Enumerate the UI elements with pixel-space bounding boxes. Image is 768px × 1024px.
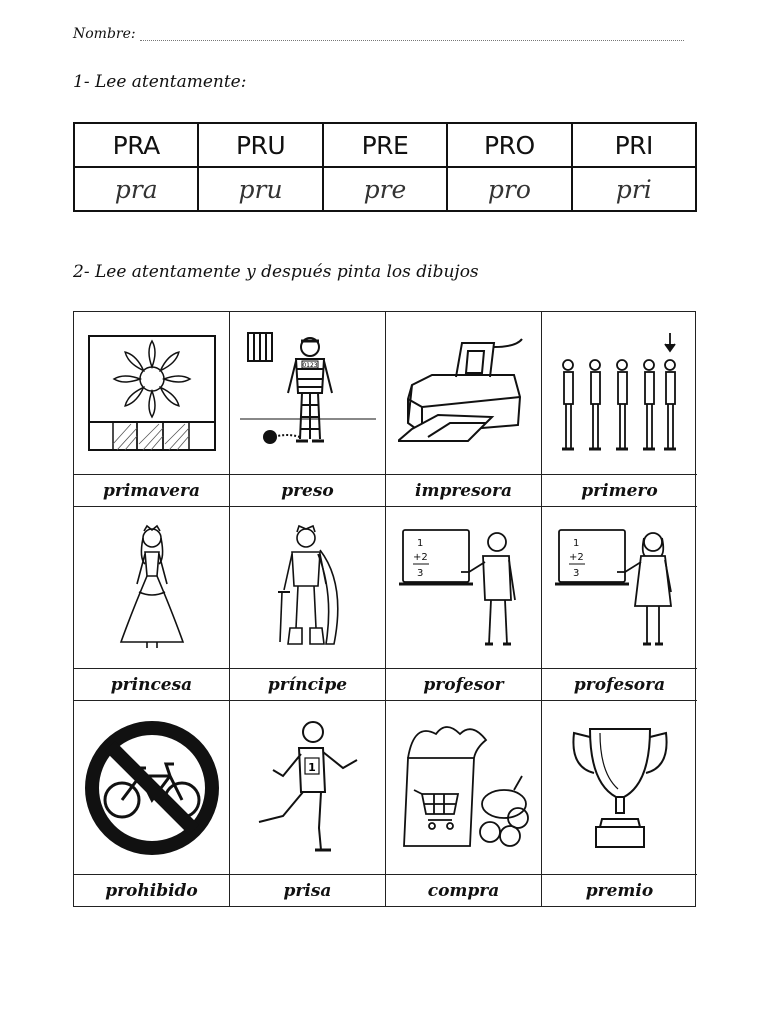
teacher-sum-line: 1 — [572, 537, 579, 549]
teacher-sum-line: +2 — [568, 551, 584, 563]
teacher-sum-line: +2 — [412, 551, 428, 563]
syllable-lower: pri — [572, 167, 696, 211]
syllable-upper: PRE — [323, 123, 447, 167]
prisoner-number: 0123 — [301, 362, 318, 369]
picture-cell[interactable] — [230, 701, 386, 875]
trophy-icon — [570, 723, 670, 853]
princess-icon — [117, 524, 187, 652]
no-bicycle-sign-icon — [82, 718, 222, 858]
picture-cell[interactable] — [386, 507, 542, 669]
exercise-1-title: 1- Lee atentamente: — [73, 72, 247, 92]
picture-cell[interactable] — [230, 507, 386, 669]
syllable-table — [73, 122, 697, 212]
runner-number: 1 — [307, 760, 316, 774]
male-teacher-icon — [399, 526, 529, 650]
picture-cell[interactable] — [542, 312, 697, 475]
name-line[interactable] — [140, 40, 684, 41]
syllable-upper: PRO — [447, 123, 571, 167]
syllable-lower: pru — [198, 167, 322, 211]
syllable-upper: PRA — [74, 123, 198, 167]
running-man-icon — [253, 718, 363, 858]
word-label: compra — [386, 875, 542, 906]
word-label: preso — [230, 475, 386, 507]
picture-cell[interactable] — [74, 701, 230, 875]
word-label: prisa — [230, 875, 386, 906]
prince-icon — [268, 524, 348, 652]
word-label: profesor — [386, 669, 542, 701]
syllable-lower: pro — [447, 167, 571, 211]
picture-cell[interactable] — [542, 507, 697, 669]
name-label: Nombre: — [73, 26, 136, 42]
printer-icon — [398, 337, 530, 449]
syllable-lower: pra — [74, 167, 198, 211]
prisoner-icon — [238, 329, 378, 457]
word-label: premio — [585, 880, 654, 901]
cursive-row — [74, 167, 696, 211]
line-of-people-icon — [554, 331, 686, 455]
word-label: princesa — [74, 669, 230, 701]
word-label: príncipe — [230, 669, 386, 701]
picture-cell[interactable] — [74, 312, 230, 475]
picture-cell[interactable] — [386, 701, 542, 875]
teacher-sum-line: 3 — [416, 567, 423, 579]
picture-cell[interactable] — [386, 312, 542, 475]
exercise-2-title: 2- Lee atentamente y después pinta los dibujos — [73, 262, 479, 282]
word-label: primero — [542, 475, 697, 507]
shopping-bag-icon — [394, 718, 534, 858]
syllable-upper: PRU — [198, 123, 322, 167]
picture-cell[interactable] — [542, 701, 697, 875]
syllable-lower: pre — [323, 167, 447, 211]
syllable-upper: PRI — [572, 123, 696, 167]
female-teacher-icon — [555, 526, 685, 650]
uppercase-row — [74, 123, 696, 167]
word-label: impresora — [386, 475, 542, 507]
teacher-sum-line: 3 — [572, 567, 579, 579]
word-label: prohibido — [74, 875, 230, 906]
picture-grid — [73, 311, 696, 907]
picture-cell[interactable] — [230, 312, 386, 475]
word-label: profesora — [542, 669, 697, 701]
teacher-sum-line: 1 — [416, 537, 423, 549]
word-label: primavera — [74, 475, 230, 507]
picture-cell[interactable] — [74, 507, 230, 669]
flower-icon — [87, 334, 217, 452]
